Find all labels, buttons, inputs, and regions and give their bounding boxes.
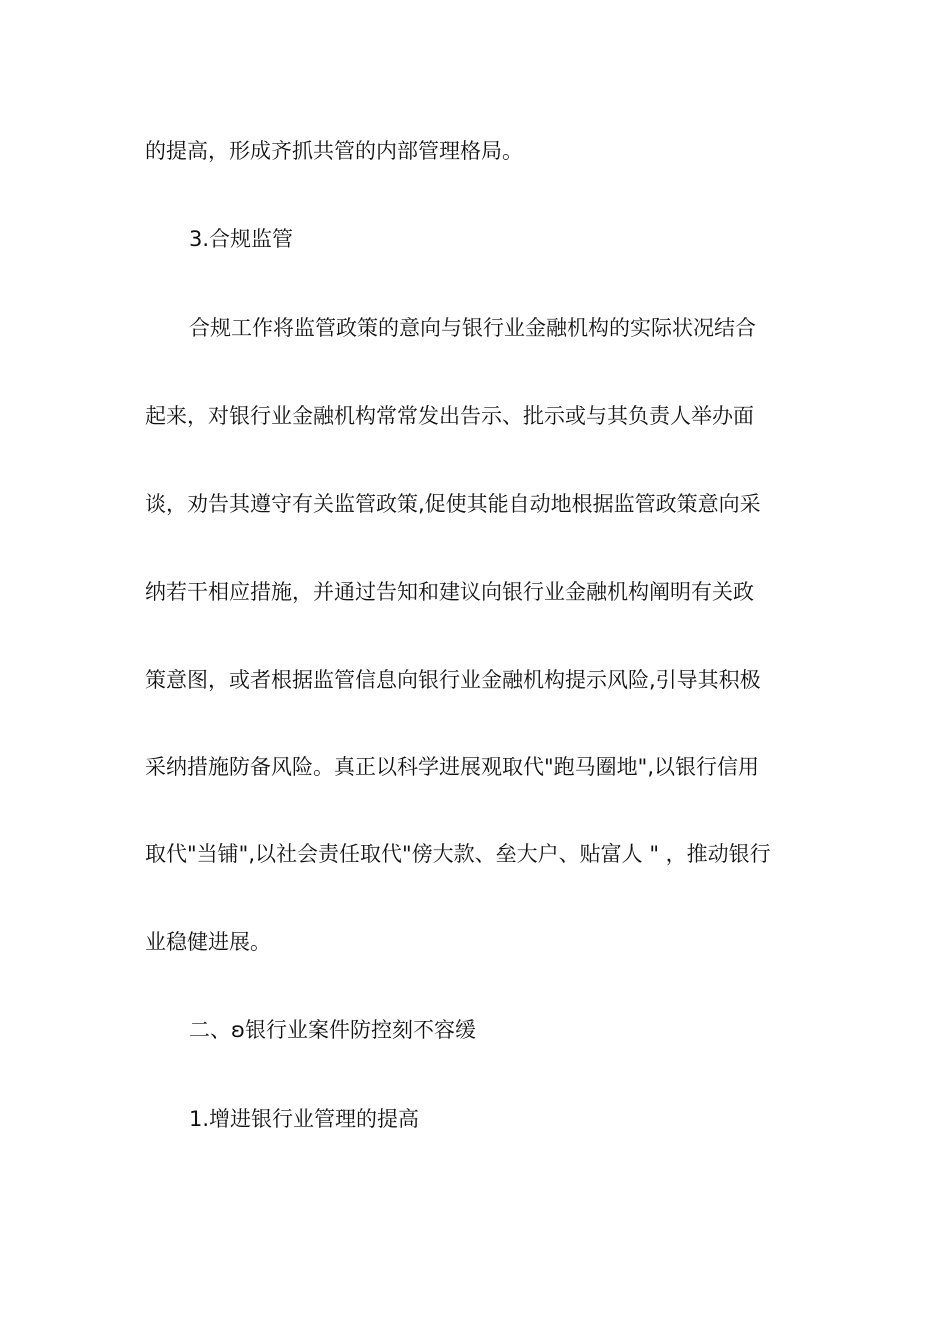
paragraph-line: 谈，劝告其遵守有关监管政策,促使其能自动地根据监管政策意向采 [145, 492, 761, 516]
paragraph-line: 合规工作将监管政策的意向与银行业金融机构的实际状况结合 [189, 316, 756, 340]
paragraph-line: 采纳措施防备风险。真正以科学进展观取代"跑马圈地",以银行信用 [145, 755, 759, 779]
paragraph-line: 起来，对银行业金融机构常常发出告示、批示或与其负责人举办面 [145, 404, 754, 428]
section-heading: 二、ʚ银行业案件防控刻不容缓 [189, 1018, 476, 1042]
subsection-heading: 1.增进银行业管理的提高 [189, 1107, 420, 1131]
paragraph-line: 策意图，或者根据监管信息向银行业金融机构提示风险,引导其积极 [145, 668, 761, 692]
paragraph-line: 取代"当铺",以社会责任取代"傍大款、垒大户、贴富人 " ，推动银行 [145, 842, 771, 866]
paragraph-line: 纳若干相应措施，并通过告知和建议向银行业金融机构阐明有关政 [145, 580, 754, 604]
paragraph-line: 业稳健进展。 [145, 930, 271, 954]
section-heading: 3.合规监管 [189, 227, 294, 251]
paragraph-line: 的提高，形成齐抓共管的内部管理格局。 [145, 139, 523, 163]
